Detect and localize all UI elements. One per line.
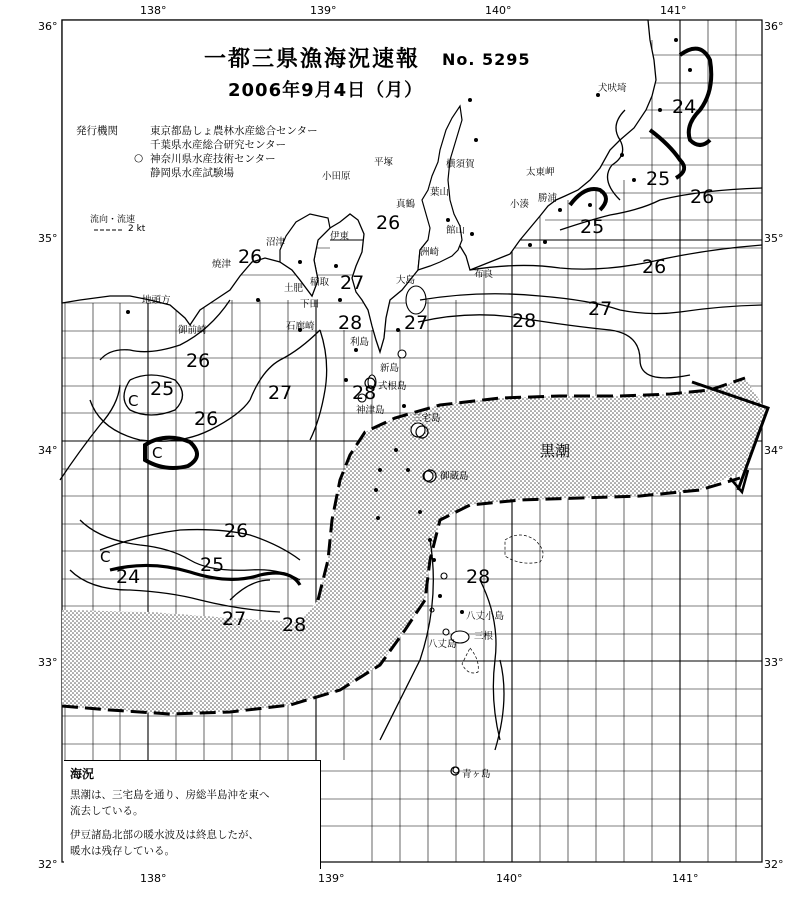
sea-conditions-heading: 海況 bbox=[70, 767, 95, 781]
flow-legend-speed: 2 kt bbox=[128, 224, 146, 234]
lat-tick-left-34: 34° bbox=[38, 444, 58, 457]
place-label: 三宅島 bbox=[412, 413, 441, 424]
sea-conditions-line: 伊豆諸島北部の暖水波及は終息したが、 bbox=[70, 829, 259, 841]
lat-tick-right-34: 34° bbox=[764, 444, 784, 457]
isotherm-label: 25 bbox=[580, 216, 605, 238]
place-label: 沼津 bbox=[266, 237, 286, 248]
place-label: 布良 bbox=[474, 269, 494, 280]
isotherm-label: 28 bbox=[282, 614, 307, 636]
cold-core-mark: C bbox=[100, 548, 111, 566]
issue-number: No. 5295 bbox=[442, 50, 531, 69]
lon-tick-bottom-140: 140° bbox=[496, 872, 523, 885]
place-label: 稲取 bbox=[310, 277, 330, 288]
lat-tick-right-32: 32° bbox=[764, 858, 784, 871]
place-label: 太東岬 bbox=[526, 167, 555, 178]
place-label: 地頭方 bbox=[142, 295, 171, 306]
lon-tick-top-140: 140° bbox=[485, 4, 512, 17]
isotherm-label: 28 bbox=[512, 310, 537, 332]
isotherm-label: 28 bbox=[466, 566, 491, 588]
kuroshio-label: 黒潮 bbox=[540, 442, 571, 460]
flow-legend-label: 流向・流速 bbox=[90, 215, 136, 225]
isotherm-label: 26 bbox=[186, 350, 211, 372]
place-label: 土肥 bbox=[284, 283, 304, 294]
bulletin-title: 一都三県漁海況速報 bbox=[204, 47, 421, 72]
place-label: 小湊 bbox=[510, 199, 530, 210]
issuers-label: 発行機関 bbox=[76, 125, 118, 137]
isotherm-label: 27 bbox=[340, 272, 365, 294]
place-label: 御蔵島 bbox=[440, 471, 469, 482]
lat-tick-right-33: 33° bbox=[764, 656, 784, 669]
lon-tick-bottom-138: 138° bbox=[140, 872, 167, 885]
isotherm-label: 24 bbox=[116, 566, 141, 588]
issuer-chiba: 千葉県水産総合研究センター bbox=[150, 139, 287, 151]
isotherm-label: 27 bbox=[588, 298, 613, 320]
place-label: 石廊崎 bbox=[286, 321, 315, 332]
lon-tick-bottom-141: 141° bbox=[672, 872, 699, 885]
place-label: 横須賀 bbox=[446, 159, 475, 170]
place-label: 三根 bbox=[474, 631, 494, 642]
sea-conditions-box bbox=[64, 760, 321, 869]
lat-tick-right-35: 35° bbox=[764, 232, 784, 245]
place-label: 犬吠埼 bbox=[598, 83, 627, 94]
place-label: 下田 bbox=[300, 299, 320, 310]
place-label: 洲崎 bbox=[420, 247, 440, 258]
sea-conditions-line: 黒潮は、三宅島を通り、房総半島沖を東へ bbox=[70, 789, 270, 801]
place-label: 焼津 bbox=[212, 259, 232, 270]
place-label: 八丈島 bbox=[428, 639, 457, 650]
isotherm-label: 28 bbox=[352, 382, 377, 404]
island-miyakejima bbox=[411, 423, 425, 437]
isotherm-label: 26 bbox=[238, 246, 263, 268]
isotherm-label: 26 bbox=[690, 186, 715, 208]
issuer-kanagawa-marker: ○ bbox=[134, 152, 144, 164]
isotherm-label: 27 bbox=[222, 608, 247, 630]
issuer-tokyo: 東京都島しょ農林水産総合センター bbox=[150, 125, 318, 137]
sea-conditions-line: 流去している。 bbox=[70, 805, 144, 817]
isotherm-label: 25 bbox=[646, 168, 671, 190]
cold-core-mark: C bbox=[152, 444, 163, 462]
isotherm-label: 26 bbox=[642, 256, 667, 278]
bulletin-date: 2006年9月4日（月） bbox=[228, 80, 424, 101]
lon-tick-top-138: 138° bbox=[140, 4, 167, 17]
isotherm-label: 26 bbox=[376, 212, 401, 234]
place-label: 勝浦 bbox=[538, 193, 558, 204]
place-label: 葉山 bbox=[430, 187, 450, 198]
lat-tick-left-33: 33° bbox=[38, 656, 58, 669]
isotherm-label: 28 bbox=[338, 312, 363, 334]
place-label: 大島 bbox=[396, 275, 416, 286]
lat-tick-left-36: 36° bbox=[38, 20, 58, 33]
lat-tick-right-36: 36° bbox=[764, 20, 784, 33]
isotherm-label: 25 bbox=[150, 378, 175, 400]
place-label: 御前崎 bbox=[178, 325, 207, 336]
place-label: 平塚 bbox=[374, 157, 394, 168]
place-label: 式根島 bbox=[378, 381, 407, 392]
isotherm-label: 27 bbox=[404, 312, 429, 334]
place-label: 伊東 bbox=[330, 231, 350, 242]
lon-tick-top-139: 139° bbox=[310, 4, 337, 17]
lat-tick-left-32: 32° bbox=[38, 858, 58, 871]
isotherm-label: 27 bbox=[268, 382, 293, 404]
place-label: 利島 bbox=[350, 337, 370, 348]
isotherm-label: 26 bbox=[224, 520, 249, 542]
lon-tick-bottom-139: 139° bbox=[318, 872, 345, 885]
isotherm-label: 26 bbox=[194, 408, 219, 430]
place-label: 新島 bbox=[380, 363, 400, 374]
sea-conditions-line: 暖水は残存している。 bbox=[70, 845, 175, 857]
place-label: 神津島 bbox=[356, 405, 385, 416]
issuer-shizuoka: 静岡県水産試験場 bbox=[150, 167, 234, 179]
place-label: 館山 bbox=[446, 225, 466, 236]
place-label: 八丈小島 bbox=[466, 611, 505, 622]
place-label: 真鶴 bbox=[396, 199, 416, 210]
isotherm-label: 24 bbox=[672, 96, 697, 118]
place-label: 青ヶ島 bbox=[462, 769, 491, 780]
isotherm-label: 25 bbox=[200, 554, 225, 576]
place-label: 小田原 bbox=[322, 171, 351, 182]
lon-tick-top-141: 141° bbox=[660, 4, 687, 17]
issuer-kanagawa: 神奈川県水産技術センター bbox=[150, 153, 276, 165]
lat-tick-left-35: 35° bbox=[38, 232, 58, 245]
cold-core-mark: C bbox=[128, 392, 139, 410]
